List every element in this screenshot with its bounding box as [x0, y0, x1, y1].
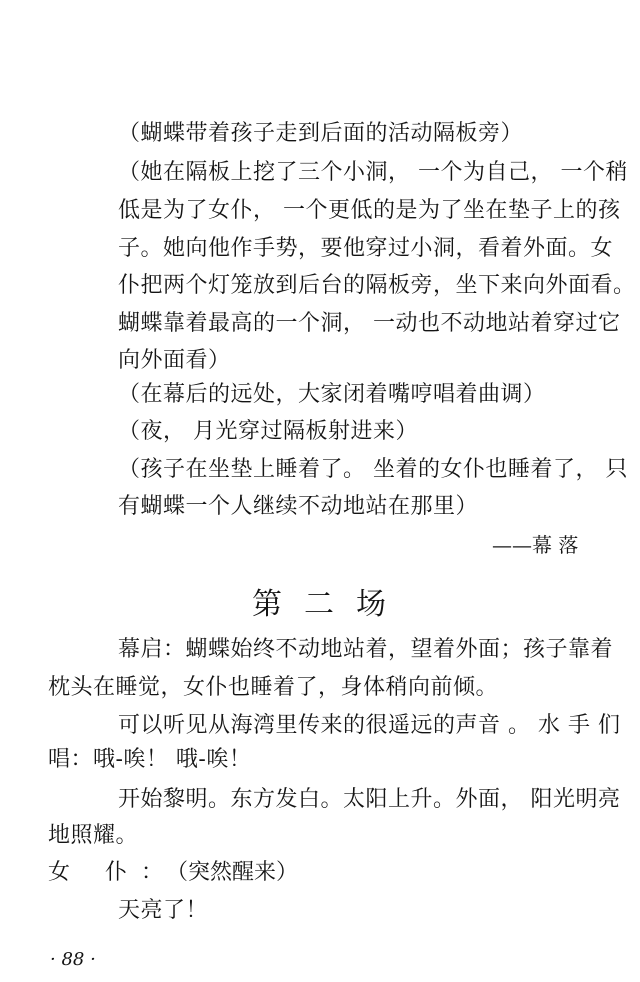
speaker-direction: （突然醒来）	[177, 860, 299, 885]
speaker-name: 女 仆：	[48, 860, 177, 885]
stage-direction-line: 低是为了女仆， 一个更低的是为了坐在垫子上的孩	[118, 198, 621, 223]
stage-direction-line: 仆把两个灯笼放到后台的隔板旁，坐下来向外面看。	[118, 273, 636, 298]
scene-text-line: 可以听见从海湾里传来的很遥远的声音 。 水 手 们	[118, 713, 621, 738]
speaker-line	[48, 858, 298, 888]
stage-direction-line: （在幕后的远处，大家闭着嘴哼唱着曲调）	[118, 382, 546, 407]
stage-direction-line: （孩子在坐垫上睡着了。 坐着的女仆也睡着了， 只	[118, 457, 628, 482]
scene-text-line: 开始黎明。东方发白。太阳上升。外面， 阳光明亮	[118, 787, 621, 812]
stage-direction-line: （蝴蝶带着孩子走到后面的活动隔板旁）	[118, 121, 524, 146]
stage-direction-line: 有蝴蝶一个人继续不动地站在那里）	[118, 494, 479, 519]
scene-text-line: 唱：哦-唉！ 哦-唉！	[48, 747, 252, 772]
scene-text-line: 地照耀。	[48, 823, 139, 848]
page-number: · 88 ·	[50, 949, 96, 970]
curtain-falls-text: ——幕 落	[492, 533, 579, 557]
scene-text-line: 枕头在睡觉，女仆也睡着了，身体稍向前倾。	[48, 675, 499, 700]
speech-line: 天亮了！	[118, 898, 209, 923]
stage-direction-line: （她在隔板上挖了三个小洞， 一个为自己， 一个稍	[118, 160, 628, 185]
stage-direction-line: 子。她向他作手势，要他穿过小洞，看着外面。女	[118, 236, 614, 261]
stage-direction-line: 蝴蝶靠着最高的一个洞， 一动也不动地站着穿过它	[118, 311, 621, 336]
stage-direction-line: （夜， 月光穿过隔板射进来）	[118, 419, 418, 444]
scene-title: 第二场	[252, 587, 408, 622]
stage-direction-line: 向外面看）	[118, 348, 231, 373]
scene-text-line: 幕启：蝴蝶始终不动地站着，望着外面；孩子靠着	[118, 637, 614, 662]
